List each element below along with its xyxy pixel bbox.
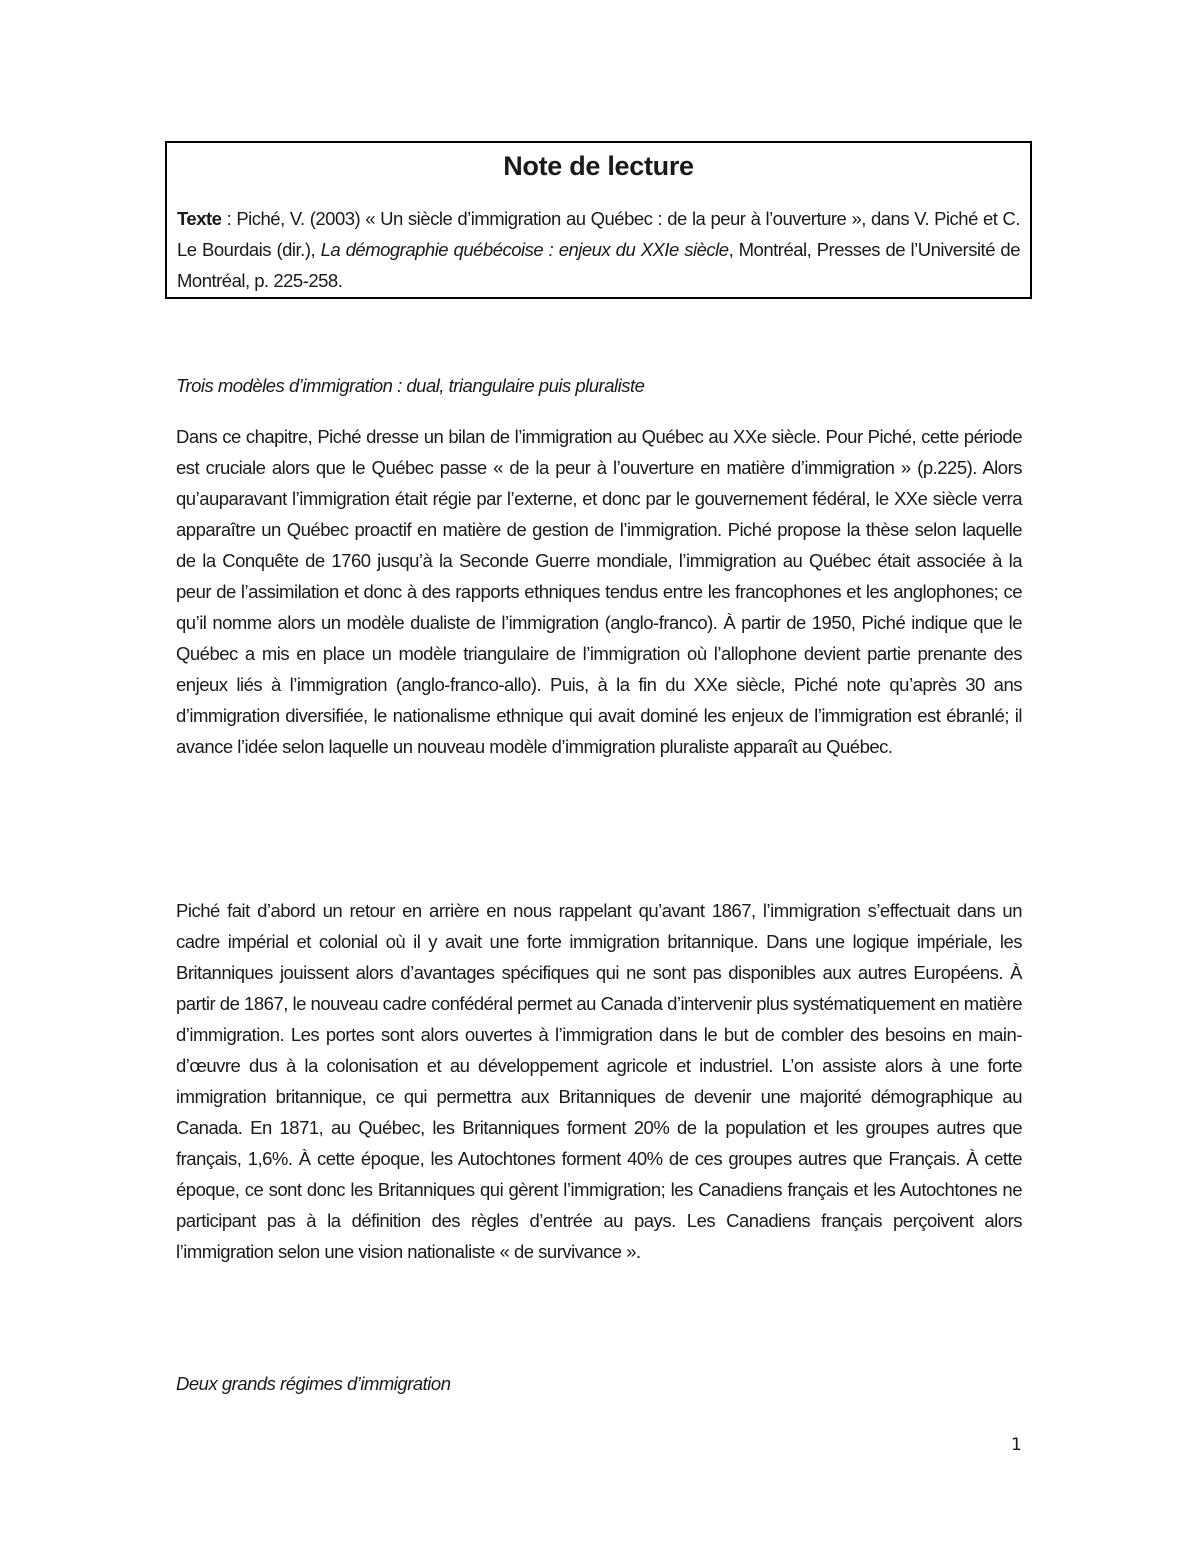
document-title: Note de lecture bbox=[503, 151, 694, 181]
citation-text-1: : Piché, V. (2003) « Un siècle d’immigration au Québec : de la peur à l’ouverture », dans V. Piché et C. Le Bourdais (dir.), bbox=[177, 208, 1020, 260]
paragraph-1: Dans ce chapitre, Piché dresse un bilan de l’immigration au Québec au XXe siècle. Pour Piché, cette période est cruciale alors que le Québec passe « de la peur à l’ouverture en matière d’immigration » (p.225). Alors qu’auparavant l’immigration était régie par l’externe, et donc par le gouvernement fédéral, le XXe siècle verra apparaître un Québec proactif en matière de gestion de l’immigration. Piché propose la thèse selon laquelle de la Conquête de 1760 jusqu’à la Seconde Guerre mondiale, l’immigration au Québec était associée à la peur de l’assimilation et donc à des rapports ethniques tendus entre les francophones et les anglophones; ce qu’il nomme alors un modèle dualiste de l’immigration (anglo-franco). À partir de 1950, Piché indique que le Québec a mis en place un modèle triangulaire de l’immigration où l’allophone devient partie prenante des enjeux liés à l’immigration (anglo-franco-allo). Puis, à la fin du XXe siècle, Piché note qu’après 30 ans d’immigration diversifiée, le nationalisme ethnique qui avait dominé les enjeux de l’immigration est ébranlé; il avance l’idée selon laquelle un nouveau modèle d’immigration pluraliste apparaît au Québec. bbox=[176, 426, 1022, 757]
section-heading-1: Trois modèles d’immigration : dual, triangulaire puis pluraliste bbox=[176, 375, 645, 396]
citation bbox=[177, 203, 1020, 296]
page-number: 1 bbox=[1011, 1435, 1022, 1455]
section-heading-2: Deux grands régimes d’immigration bbox=[176, 1373, 451, 1394]
header-box bbox=[165, 141, 1032, 299]
citation-text-2: , Montréal, Presses de l’Université de Montréal, p. 225-258. bbox=[177, 239, 1021, 291]
paragraph-2: Piché fait d’abord un retour en arrière en nous rappelant qu’avant 1867, l’immigration s’effectuait dans un cadre impérial et colonial où il y avait une forte immigration britannique. Dans une logique impériale, les Britanniques jouissent alors d’avantages spécifiques qui ne sont pas disponibles aux autres Européens. À partir de 1867, le nouveau cadre confédéral permet au Canada d’intervenir plus systématiquement en matière d’immigration. Les portes sont alors ouvertes à l’immigration dans le but de combler des besoins en main-d’œuvre dus à la colonisation et au développement agricole et industriel. L’on assiste alors à une forte immigration britannique, ce qui permettra aux Britanniques de devenir une majorité démographique au Canada. En 1871, au Québec, les Britanniques forment 20% de la population et les groupes autres que français, 1,6%. À cette époque, les Autochtones forment 40% de ces groupes autres que Français. À cette époque, ce sont donc les Britanniques qui gèrent l’immigration; les Canadiens français et les Autochtones ne participant pas à la définition des règles d’entrée au pays. Les Canadiens français perçoivent alors l’immigration selon une vision nationaliste « de survivance ». bbox=[176, 900, 1022, 1262]
citation-book-title: La démographie québécoise : enjeux du XXIe siècle bbox=[320, 239, 729, 260]
citation-label: Texte bbox=[177, 208, 222, 229]
